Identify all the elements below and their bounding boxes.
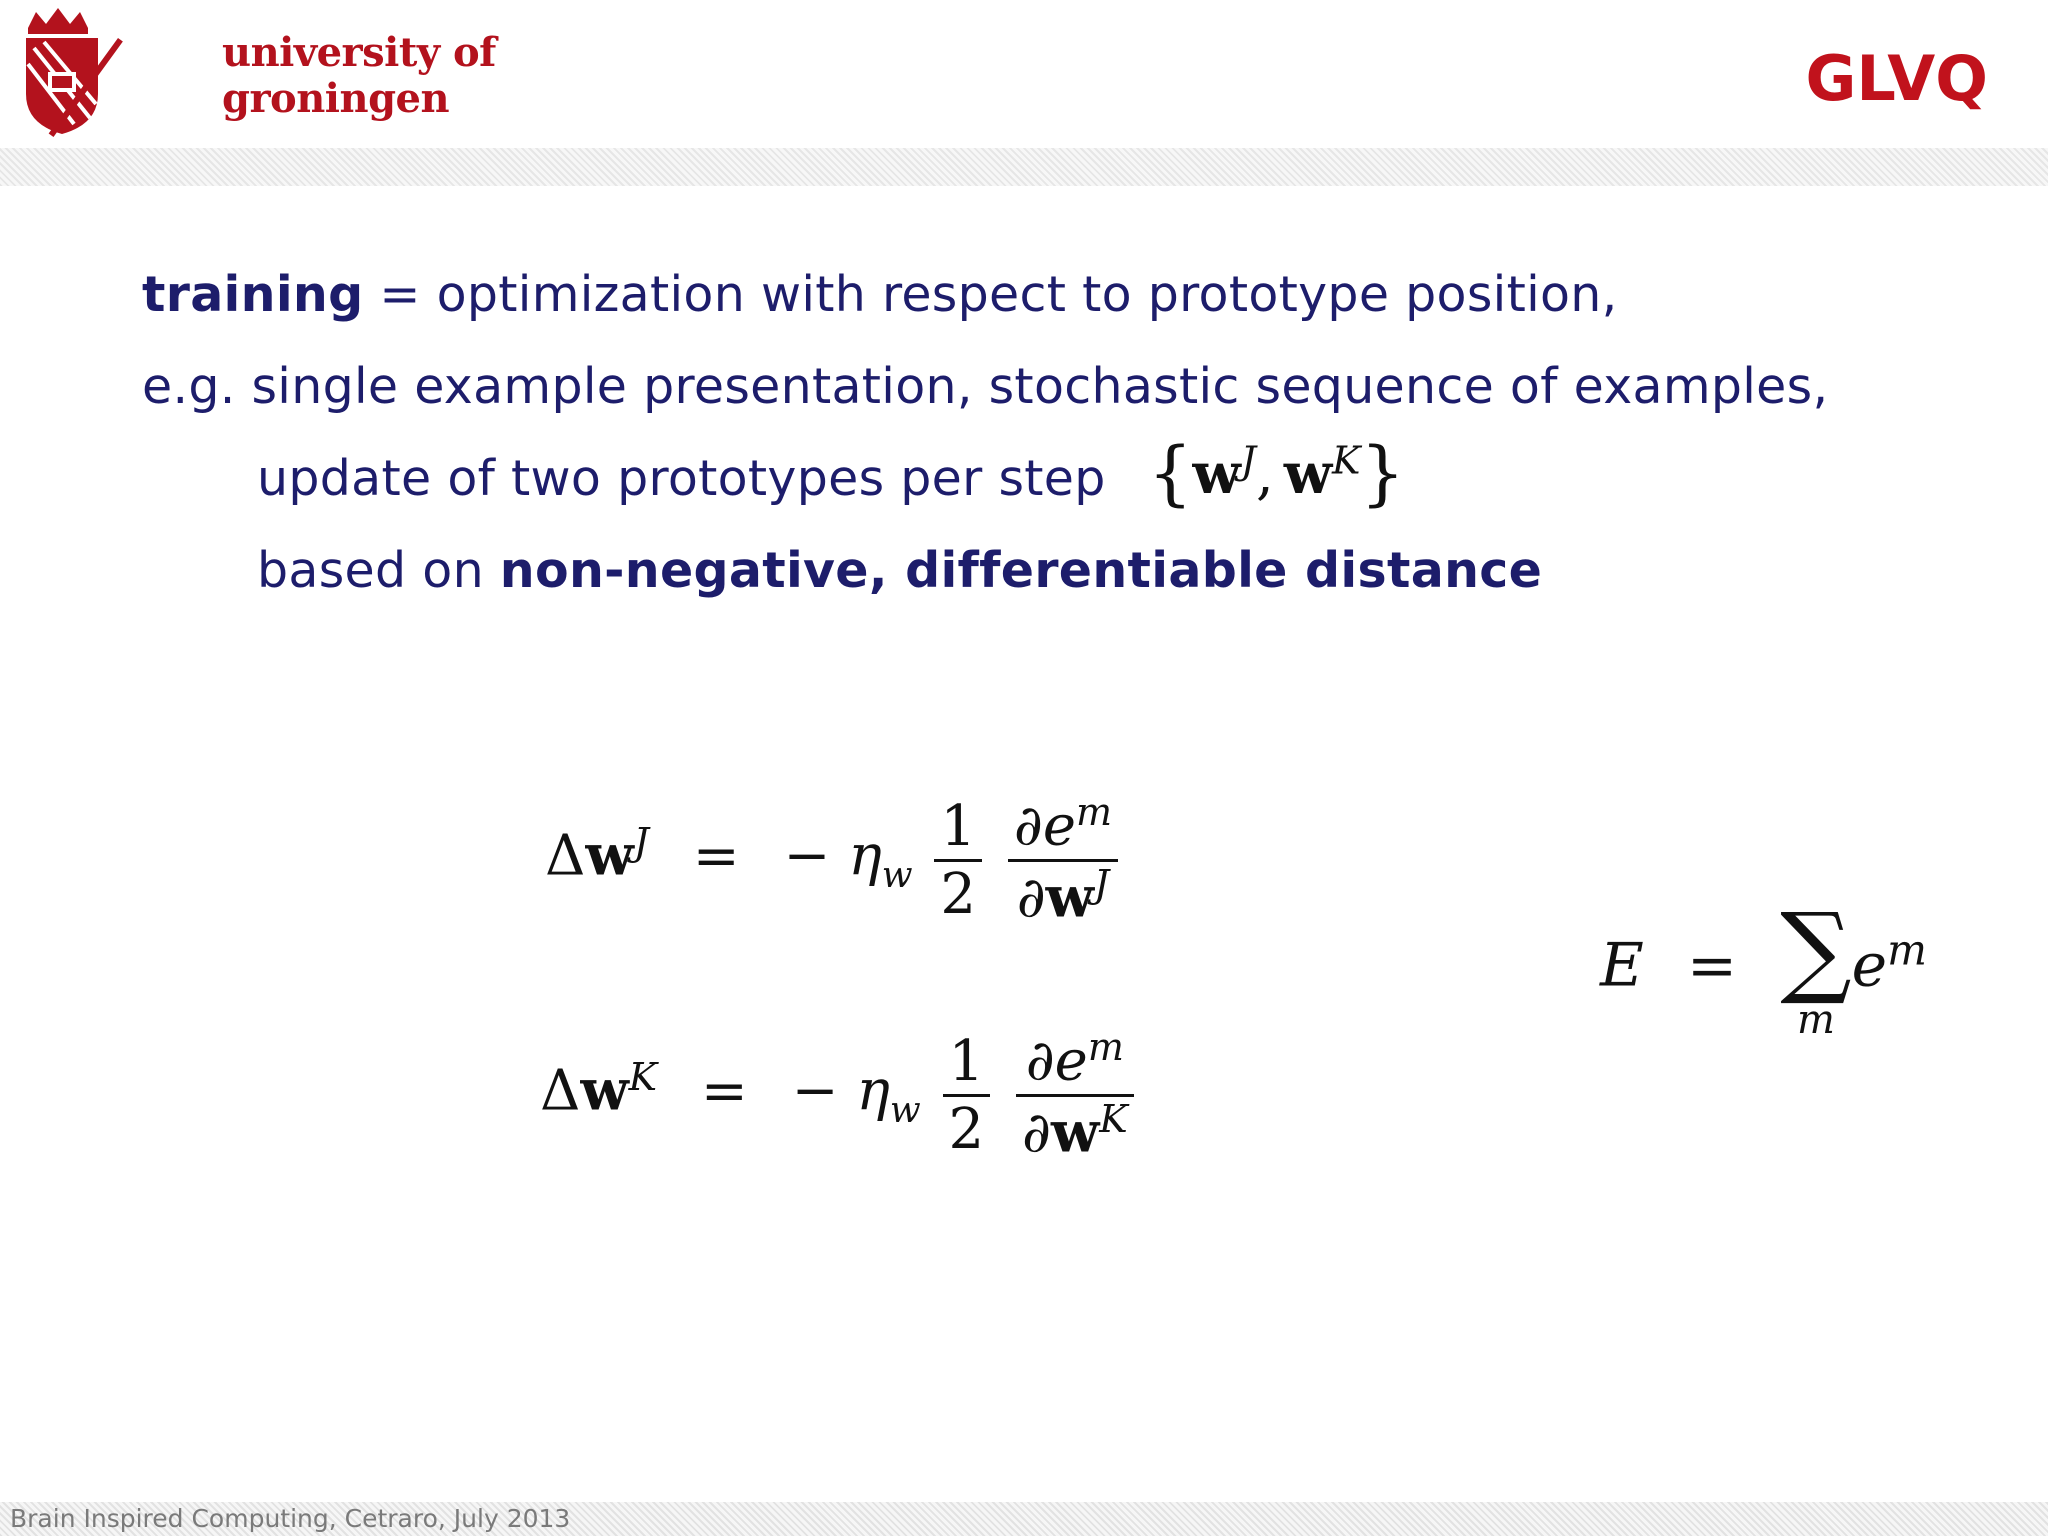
slide-header (0, 0, 2048, 150)
fraction-numerator: 1 (943, 1029, 991, 1097)
fraction-denominator: 2 (948, 1096, 985, 1162)
one-half-fraction (934, 794, 982, 927)
university-name-line2: groningen (222, 75, 450, 122)
partial-symbol: ∂ (1013, 793, 1043, 859)
cost-symbol: E (1600, 930, 1644, 1001)
distance-prefix: based on (257, 542, 500, 599)
header-hatch-band (0, 148, 2048, 186)
minus-sign: − (783, 823, 831, 889)
eta-subscript: w (881, 854, 913, 896)
sigma-symbol: ∑ (1780, 891, 1852, 1008)
w-symbol: w (1050, 1099, 1100, 1166)
derivative-numerator (1016, 1025, 1134, 1097)
index-k: K (628, 1055, 658, 1099)
e-symbol: e (1042, 793, 1076, 859)
w-symbol: w (585, 822, 634, 889)
equals-sign: = (1686, 930, 1738, 1001)
e-symbol: e (1054, 1028, 1088, 1094)
minus-sign: − (791, 1058, 839, 1124)
delta-symbol: Δ (545, 823, 586, 889)
cost-function-equation (1600, 891, 1927, 1043)
e-symbol: e (1851, 930, 1888, 1001)
partial-symbol: ∂ (1022, 1100, 1051, 1166)
derivative-denominator (1008, 862, 1118, 931)
summation (1780, 891, 1852, 1043)
fraction-denominator: 2 (940, 861, 977, 927)
delta-symbol: Δ (540, 1058, 581, 1124)
open-brace: { (1148, 432, 1193, 514)
prototype-pair-set (1148, 432, 1405, 514)
partial-symbol: ∂ (1016, 865, 1046, 931)
index-m: m (1075, 790, 1112, 834)
university-name (222, 30, 496, 122)
term-training: training (142, 266, 364, 323)
index-k: K (1099, 1096, 1128, 1141)
training-definition: = optimization with respect to prototype position, (363, 266, 1618, 323)
fraction-numerator: 1 (934, 794, 982, 862)
index-j: J (1240, 438, 1256, 483)
body-line-3: update of two prototypes per step (257, 450, 1106, 507)
index-m: m (1087, 1025, 1124, 1069)
w-symbol: w (1045, 864, 1094, 931)
eta-subscript: w (889, 1089, 921, 1131)
close-brace: } (1360, 432, 1405, 514)
distance-requirement: non-negative, differentiable distance (499, 542, 1543, 599)
equals-sign: = (692, 823, 740, 889)
eta-symbol: η (848, 823, 882, 889)
comma: , (1256, 442, 1274, 507)
body-line-4 (257, 542, 1542, 599)
update-equation-j (545, 790, 1122, 930)
partial-derivative-fraction (1008, 790, 1118, 930)
index-j: J (633, 820, 649, 864)
university-name-line1: university of (222, 29, 496, 76)
partial-derivative-fraction (1016, 1025, 1134, 1165)
body-line-1 (142, 266, 1618, 323)
one-half-fraction (943, 1029, 991, 1162)
update-equation-k (540, 1025, 1138, 1165)
partial-symbol: ∂ (1025, 1028, 1055, 1094)
eta-symbol: η (856, 1058, 890, 1124)
index-k: K (1332, 438, 1361, 483)
index-j: J (1093, 861, 1110, 906)
derivative-denominator (1016, 1097, 1134, 1166)
slide-title: GLVQ (1805, 42, 1988, 115)
slide-footer: Brain Inspired Computing, Cetraro, July 2013 (10, 1504, 571, 1533)
w-symbol: w (1283, 441, 1333, 507)
derivative-numerator (1008, 790, 1118, 862)
equals-sign: = (700, 1058, 748, 1124)
summation-index: m (1796, 997, 1835, 1043)
w-symbol: w (580, 1057, 629, 1124)
index-m: m (1887, 925, 1927, 975)
w-symbol: w (1192, 441, 1241, 507)
body-line-2: e.g. single example presentation, stochastic sequence of examples, (142, 358, 1829, 415)
